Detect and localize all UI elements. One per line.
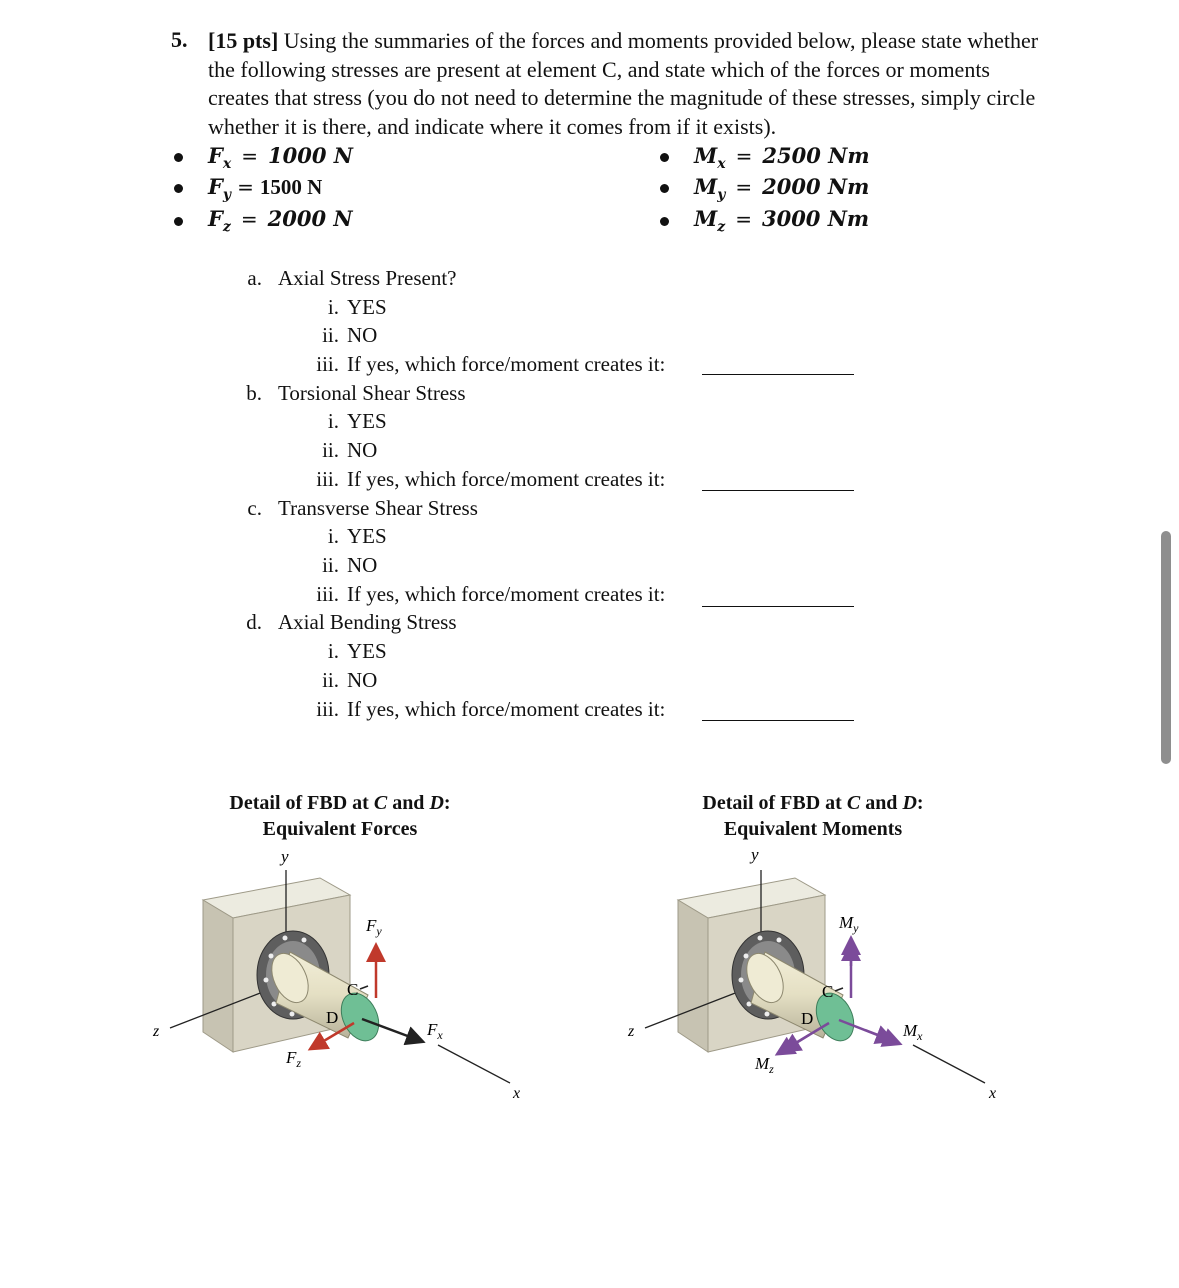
answer-blank[interactable] — [702, 606, 854, 607]
axis-y-label: y — [751, 845, 759, 864]
force-symbol: $F_x$ — [208, 143, 232, 173]
answer-blank[interactable] — [702, 374, 854, 375]
bullet-icon — [174, 217, 183, 226]
force-value: 2000 N — [267, 206, 353, 231]
moment-my — [694, 174, 869, 203]
option-yes[interactable]: i. YES — [327, 639, 387, 663]
moment-arrow-mz-double — [785, 1035, 809, 1050]
part-label: b. — [246, 381, 262, 405]
force-value: 1000 N — [268, 143, 354, 168]
axis-z-label: z — [628, 1023, 635, 1040]
x-axis-line — [913, 1045, 985, 1083]
part-label: c. — [247, 496, 262, 520]
option-no[interactable]: ii. NO — [322, 553, 378, 577]
equals-sign: = — [240, 207, 258, 231]
label-mx: $M_x$ — [903, 1021, 923, 1043]
figure-left-title: Detail of FBD at C and D: Equivalent Forces — [229, 792, 451, 840]
figure-right-title: Detail of FBD at C and D: Equivalent Moments — [702, 792, 924, 840]
equals-sign: = — [735, 144, 753, 168]
moment-symbol: $M_x$ — [694, 143, 726, 173]
c-indicator — [835, 988, 843, 991]
label-d: D — [801, 1009, 814, 1028]
label-my: $M_y$ — [839, 913, 859, 935]
force-symbol: $F_z$ — [208, 206, 231, 236]
answer-blank[interactable] — [702, 720, 854, 721]
moment-value: 2000 Nm — [762, 174, 870, 199]
moment-symbol: $M_y$ — [694, 174, 726, 204]
option-yes[interactable]: i. YES — [327, 295, 387, 319]
option-no[interactable]: ii. NO — [322, 668, 378, 692]
figure-left-subtitle: Equivalent Forces — [262, 818, 418, 840]
question-prompt — [208, 27, 1048, 141]
option-yes[interactable]: i. YES — [327, 409, 387, 433]
moment-value: 3000 Nm — [761, 206, 870, 231]
label-d: D — [326, 1008, 339, 1027]
force-fx — [208, 143, 353, 172]
moment-mx — [694, 143, 870, 172]
label-fz: $F_z$ — [286, 1048, 302, 1070]
c-indicator — [360, 986, 368, 989]
fbd-moments-figure — [615, 840, 1035, 1110]
equals-sign: = — [735, 207, 752, 231]
label-mz: $M_z$ — [755, 1054, 774, 1076]
bullet-icon — [174, 184, 183, 193]
equals-sign: = — [237, 175, 254, 199]
moment-symbol: $M_z$ — [694, 206, 726, 236]
moment-arrow-mx-double — [865, 1030, 891, 1040]
force-fz — [208, 206, 353, 235]
option-yes[interactable]: i. YES — [327, 524, 387, 548]
label-fx: $F_x$ — [427, 1020, 443, 1042]
question-body: Using the summaries of the forces and moments provided below, please state whether the following stresses are present at element C, and state which of the forces or moments creates that stress (you do not need to determine the magnitude of these stresses, simply circle whether it is there, and indicate where it comes from if it exists). — [208, 28, 1039, 139]
label-fy: $F_y$ — [366, 916, 382, 938]
x-axis-line — [438, 1045, 510, 1083]
equals-sign: = — [735, 175, 753, 199]
force-symbol: $F_y$ — [208, 174, 232, 204]
force-fy — [208, 174, 322, 203]
option-no[interactable]: ii. NO — [322, 323, 378, 347]
question-number: 5. — [171, 27, 188, 52]
option-no[interactable]: ii. NO — [322, 438, 378, 462]
part-label: d. — [246, 610, 262, 634]
axis-z-label: z — [153, 1023, 160, 1040]
part-title: Axial Bending Stress — [278, 610, 457, 634]
fbd-forces-figure — [140, 840, 560, 1110]
bullet-icon — [174, 153, 183, 162]
part-title: Axial Stress Present? — [278, 266, 457, 290]
moment-mz — [694, 206, 869, 235]
part-title: Torsional Shear Stress — [278, 381, 466, 405]
part-title: Transverse Shear Stress — [278, 496, 478, 520]
axis-y-label: y — [281, 847, 289, 866]
label-c: C — [822, 982, 834, 1001]
option-which: iii. If yes, which force/moment creates it: — [316, 352, 666, 376]
part-label: a. — [247, 266, 262, 290]
vertical-scrollbar[interactable] — [1161, 531, 1171, 764]
axis-x-label: x — [513, 1085, 521, 1102]
equals-sign: = — [241, 144, 259, 168]
bullet-icon — [660, 153, 669, 162]
option-which: iii. If yes, which force/moment creates it: — [316, 697, 666, 721]
force-value: 1500 N — [259, 175, 323, 199]
bullet-icon — [660, 184, 669, 193]
moment-value: 2500 Nm — [762, 143, 870, 168]
option-which: iii. If yes, which force/moment creates it: — [316, 467, 666, 491]
option-which: iii. If yes, which force/moment creates it: — [316, 582, 666, 606]
figure-right-subtitle: Equivalent Moments — [723, 818, 903, 840]
answer-blank[interactable] — [702, 490, 854, 491]
label-c: C — [347, 980, 359, 999]
bullet-icon — [660, 217, 669, 226]
axis-x-label: x — [989, 1085, 997, 1102]
question-points: [15 pts] — [208, 28, 279, 53]
